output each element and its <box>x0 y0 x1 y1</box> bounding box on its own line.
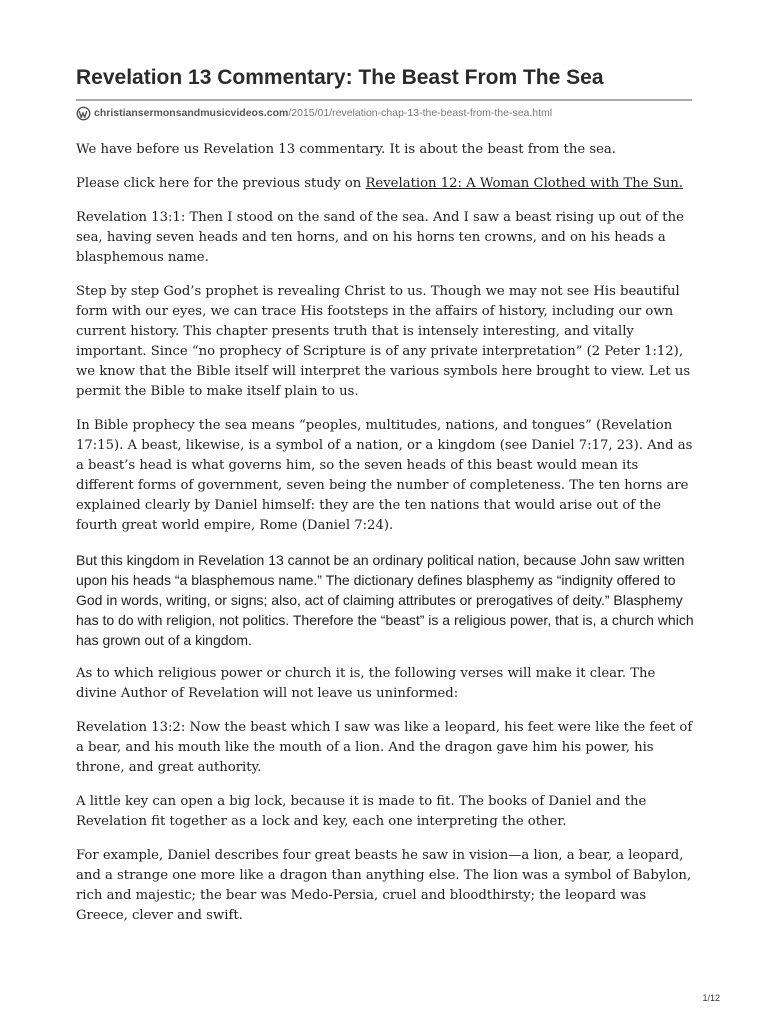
article-title: Revelation 13 Commentary: The Beast From The Sea <box>76 66 604 89</box>
paragraph-previous-study <box>76 174 696 194</box>
paragraph: Revelation 13:1: Then I stood on the sand of the sea. And I saw a beast rising up out of the sea, having seven heads and ten horns, and on his horns ten crowns, and on his heads a blasphemous name. <box>76 210 684 265</box>
source-line <box>76 104 552 122</box>
paragraph: As to which religious power or church it is, the following verses will make it clear. The divine Author of Revelation will not leave us uninformed: <box>76 666 656 701</box>
title-divider <box>76 99 692 101</box>
article-body <box>76 140 696 940</box>
paragraph: Step by step God’s prophet is revealing Christ to us. Though we may not see His beautiful form with our eyes, we can trace His footsteps in the affairs of history, including our own current history. This chapter presents truth that is intensely interesting, and vitally important. Since “no prophecy of Scripture is of any private interpretation” (2 Peter 1:12), we know that the Bible itself will interpret the various symbols here brought to view. Let us permit the Bible to make itself plain to us. <box>76 284 691 399</box>
source-domain[interactable]: christiansermonsandmusicvideos.com <box>94 107 289 119</box>
source-path[interactable]: /2015/01/revelation-chap-13-the-beast-from-the-sea.html <box>288 107 553 119</box>
paragraph-prefix: Please click here for the previous study on <box>76 176 366 191</box>
paragraph: But this kingdom in Revelation 13 cannot be an ordinary political nation, because John saw written upon his heads “a blasphemous name.” The dictionary defines blasphemy as “indignity offered to God in words, writing, or signs; also, act of claiming attributes or prerogatives of deity.” Blasphemy has to do with religion, not politics. Therefore the “beast” is a religious power, that is, a church which has grown out of a kingdom. <box>76 552 694 648</box>
paragraph: A little key can open a big lock, because it is made to fit. The books of Daniel and the Revelation fit together as a lock and key, each one interpreting the other. <box>76 794 647 829</box>
paragraph: For example, Daniel describes four great beasts he saw in vision—a lion, a bear, a leopard, and a strange one more like a dragon than anything else. The lion was a symbol of Babylon, rich and majestic; the bear was Medo-Persia, cruel and bloodthirsty; the leopard was Greece, clever and swift. <box>76 848 692 923</box>
paragraph: We have before us Revelation 13 commentary. It is about the beast from the sea. <box>76 142 616 157</box>
wordpress-icon <box>76 106 91 121</box>
paragraph: In Bible prophecy the sea means “peoples, multitudes, nations, and tongues” (Revelation 17:15). A beast, likewise, is a symbol of a nation, or a kingdom (see Daniel 7:17, 23). And as a beast’s head is what governs him, so the seven heads of this beast would mean its different forms of government, seven being the number of completeness. The ten horns are explained clearly by Daniel himself: they are the ten nations that would arise out of the fourth great world empire, Rome (Daniel 7:24). <box>76 418 693 533</box>
paragraph: Revelation 13:2: Now the beast which I saw was like a leopard, his feet were like the feet of a bear, and his mouth like the mouth of a lion. And the dragon gave him his power, his throne, and great authority. <box>76 720 693 775</box>
page-number: 1/12 <box>702 993 720 1003</box>
previous-study-link[interactable]: Revelation 12: A Woman Clothed with The Sun. <box>365 176 683 191</box>
